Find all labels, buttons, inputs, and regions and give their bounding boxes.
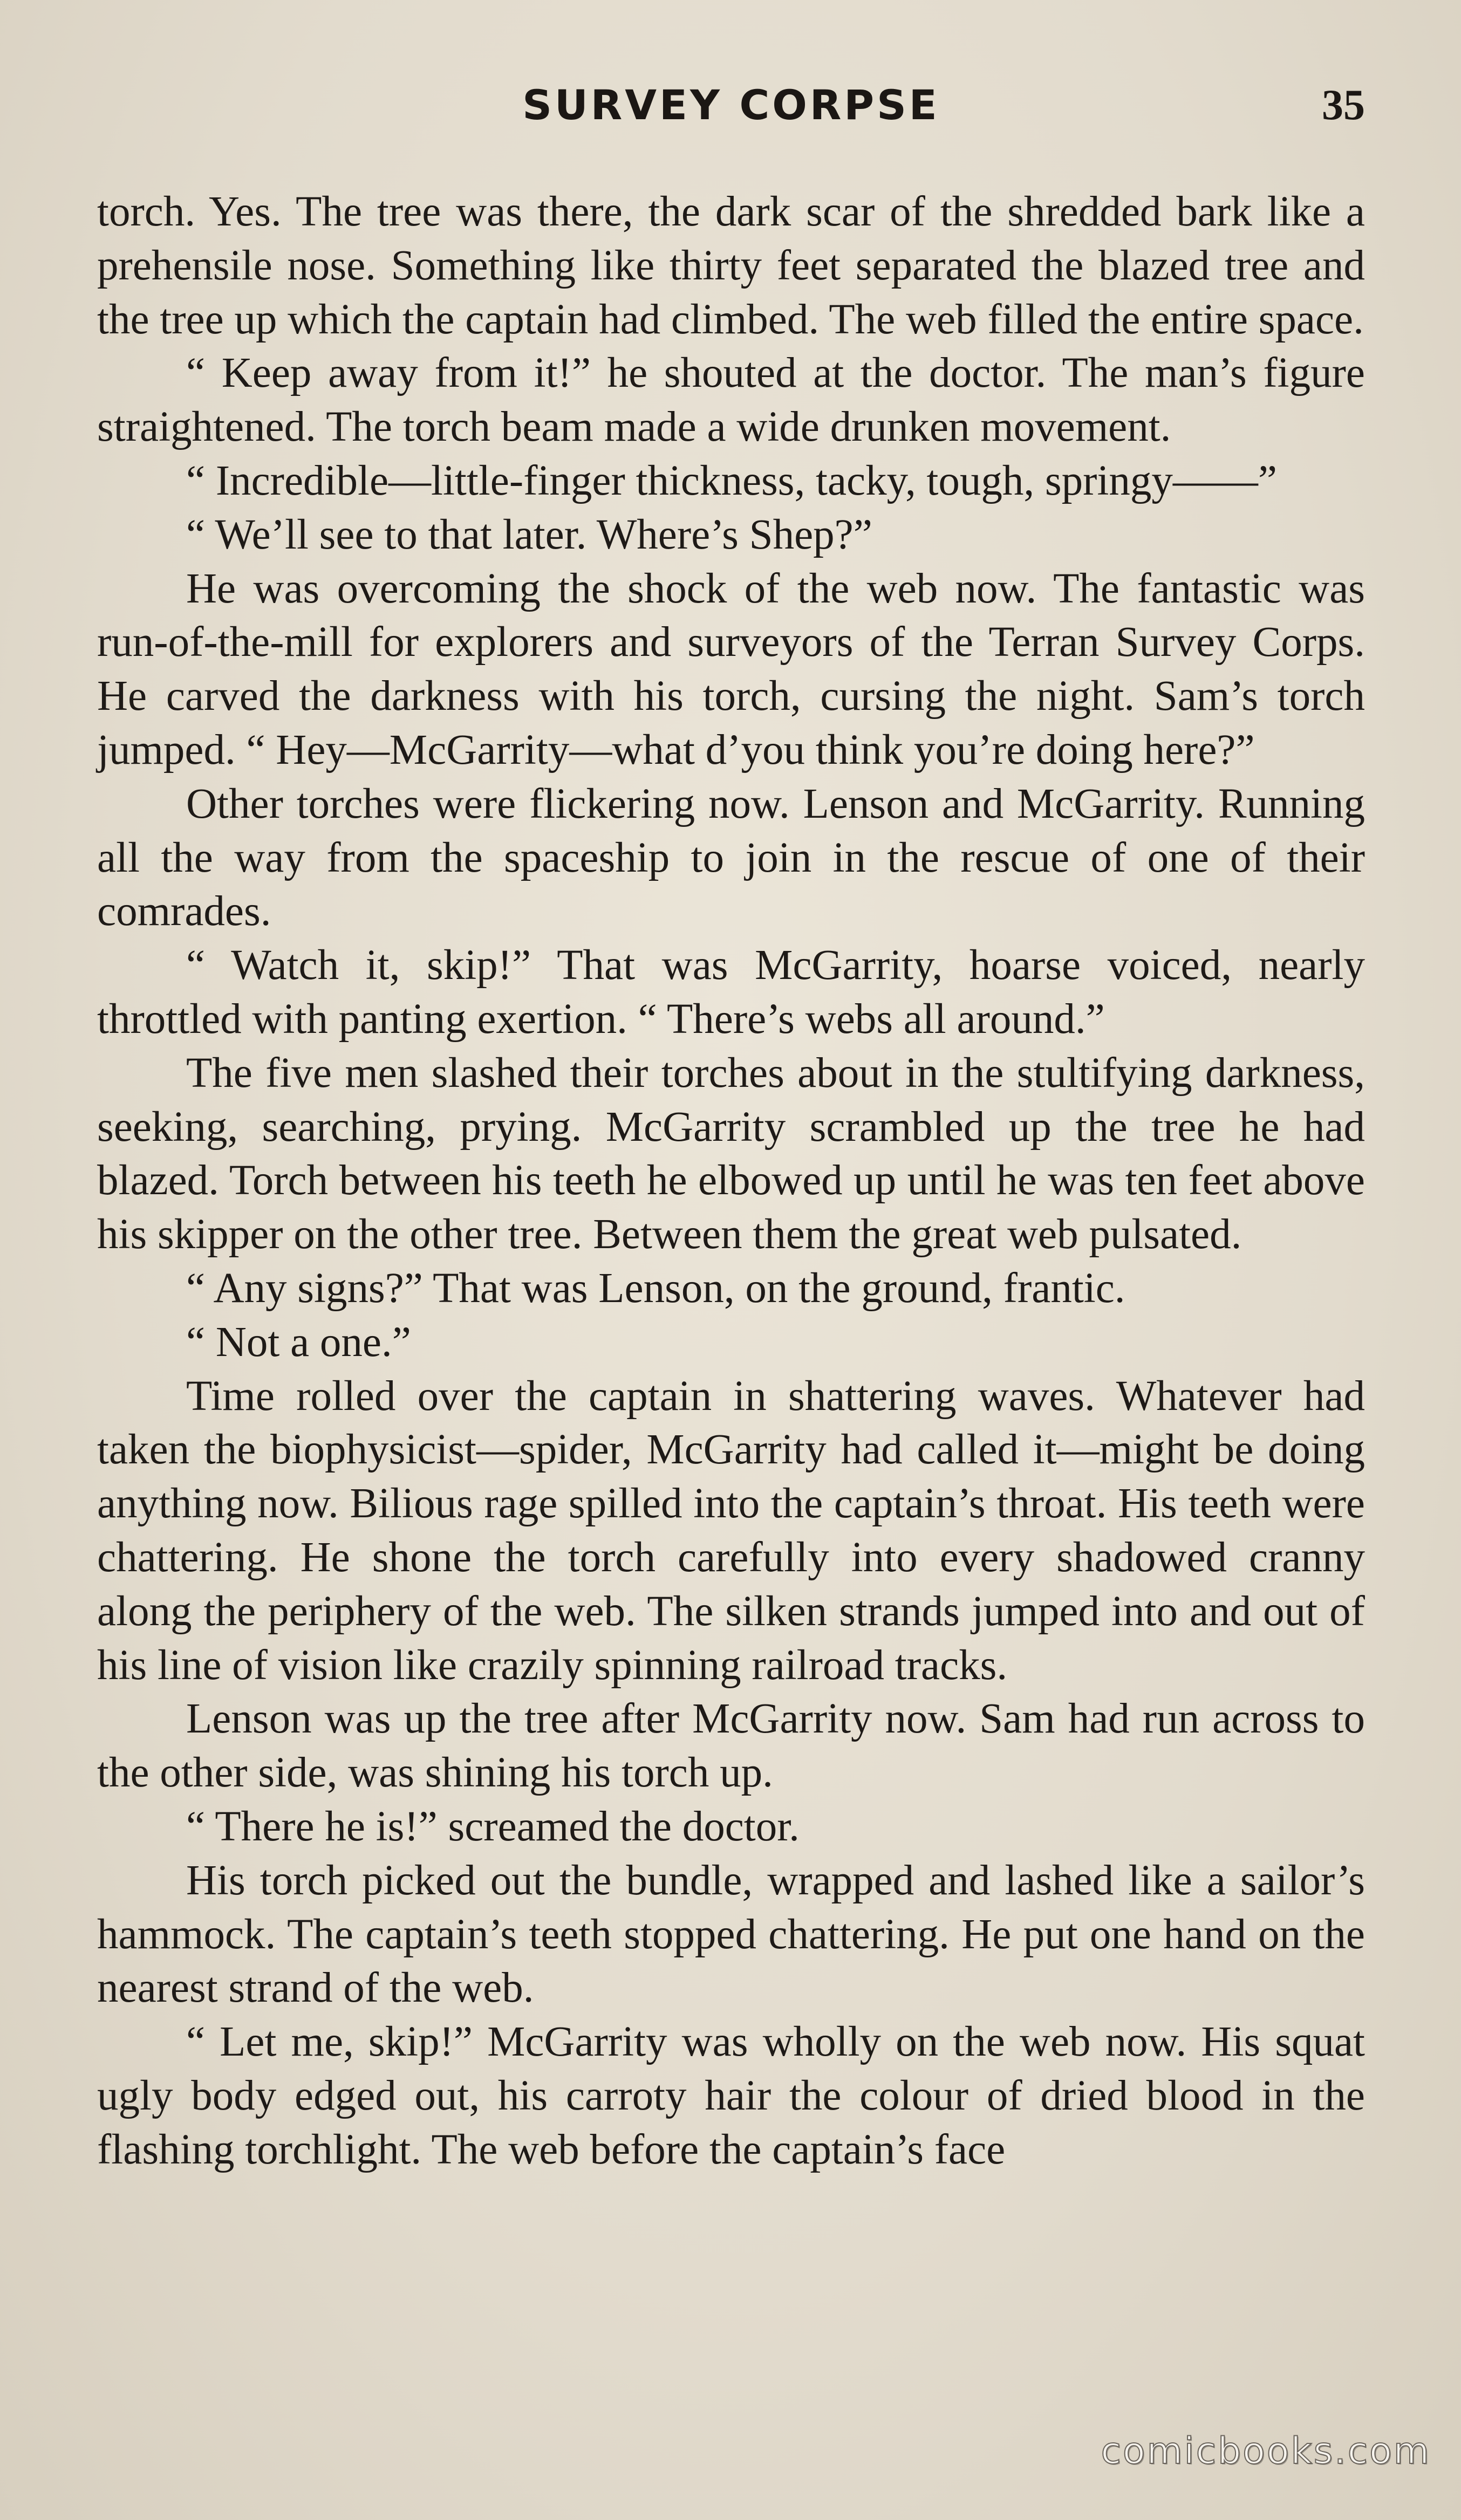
paragraph: “ Let me, skip!” McGarrity was wholly on the web now. His squat ugly body edged out, his carroty hair the colour of dried blood in the flashing torchlight. The web before the captain’s face <box>97 2018 1365 2173</box>
paragraph: Other torches were flickering now. Lenson and McGarrity. Running all the way from the spaceship to join in the rescue of one of their comrades. <box>97 780 1365 935</box>
paragraph: “ Keep away from it!” he shouted at the doctor. The man’s figure straightened. The torch beam made a wide drunken movement. <box>97 350 1365 451</box>
paragraph: “ We’ll see to that later. Where’s Shep?” <box>186 511 872 558</box>
watermark: comicbooks.com <box>1101 2430 1431 2473</box>
paragraph: “ Watch it, skip!” That was McGarrity, hoarse voiced, nearly throttled with panting exertion. “ There’s webs all around.” <box>97 942 1365 1043</box>
paragraph: “ Any signs?” That was Lenson, on the ground, frantic. <box>186 1264 1125 1312</box>
paragraph: Lenson was up the tree after McGarrity now. Sam had run across to the other side, was shining his torch up. <box>97 1695 1365 1797</box>
paragraph: Time rolled over the captain in shattering waves. Whatever had taken the biophysicist—spider, McGarrity had called it—might be doing anything now. Bilious rage spilled into the captain’s throat. His teeth were chattering. He shone the torch carefully into every shadowed cranny along the periphery of the web. The silken strands jumped into and out of his line of vision like crazily spinning railroad tracks. <box>97 1372 1365 1689</box>
paragraph: torch. Yes. The tree was there, the dark scar of the shredded bark like a prehensile nose. Something like thirty feet separated the blazed tree and the tree up which the captain had climbed. The web filled the entire space. <box>97 188 1365 343</box>
paragraph: He was overcoming the shock of the web now. The fantastic was run-of-the-mill for explorers and surveyors of the Terran Survey Corps. He carved the darkness with his torch, cursing the night. Sam’s torch jumped. “ Hey—McGarrity—what d’you think you’re doing here?” <box>97 565 1365 773</box>
paragraph: “ Not a one.” <box>186 1318 411 1366</box>
paragraph: His torch picked out the bundle, wrapped and lashed like a sailor’s hammock. The captain’s teeth stopped chattering. He put one hand on the nearest strand of the web. <box>97 1857 1365 2012</box>
running-title: SURVEY CORPSE <box>522 81 940 129</box>
page-number: 35 <box>1322 81 1365 129</box>
paragraph: “ Incredible—little-finger thickness, tacky, tough, springy——” <box>186 457 1277 504</box>
paragraph: “ There he is!” screamed the doctor. <box>186 1803 800 1850</box>
body-text <box>97 185 1365 2176</box>
page-header <box>97 81 1365 135</box>
paragraph: The five men slashed their torches about in the stultifying darkness, seeking, searching, prying. McGarrity scrambled up the tree he had blazed. Torch between his teeth he elbowed up until he was ten feet above his skipper on the other tree. Between them the great web pulsated. <box>97 1049 1365 1258</box>
